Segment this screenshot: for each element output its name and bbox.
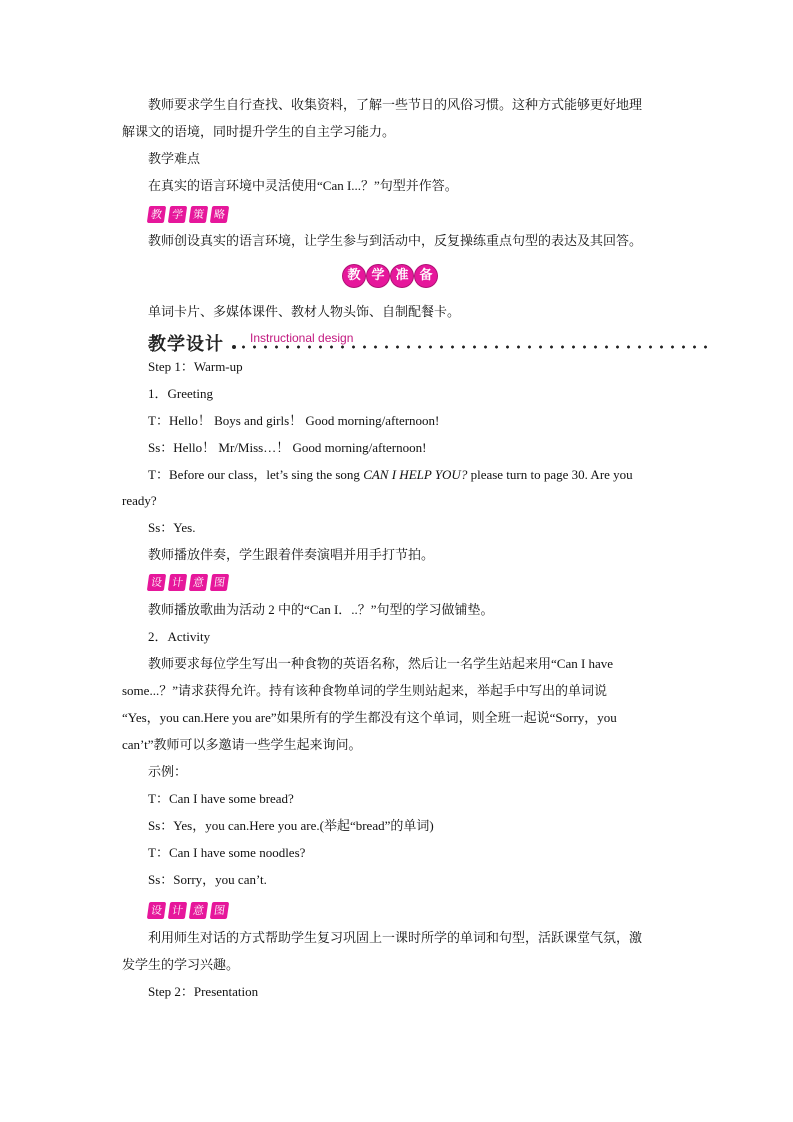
example-heading: 示例：	[148, 764, 188, 779]
dotted-divider	[238, 345, 710, 349]
dialogue-text: please turn to page 30. Are you	[467, 467, 633, 482]
step-heading: Step 2：Presentation	[148, 984, 259, 999]
tag-char: 学	[168, 206, 187, 223]
strategy-text: 教师创设真实的语言环境，让学生参与到活动中，反复操练重点句型的表达及其回答。	[148, 233, 643, 248]
subsection-heading: 2．Activity	[148, 629, 211, 644]
design-intent-tag	[148, 574, 232, 591]
paragraph-line: some...？”请求获得允许。持有该种食物单词的学生则站起来，举起手中写出的单词说	[122, 683, 607, 698]
tag-char: 设	[147, 902, 166, 919]
tag-char: 计	[168, 574, 187, 591]
paragraph-line: 教师播放伴奏，学生跟着伴奏演唱并用手打节拍。	[148, 547, 435, 562]
dialogue-line: Ss：Yes.	[148, 520, 196, 535]
dialogue-line: T：Hello！ Boys and girls！ Good morning/afternoon!	[148, 413, 440, 428]
dialogue-text: T：Before our class，let’s sing the song	[148, 467, 364, 482]
design-section-subtitle: Instructional design	[250, 331, 354, 345]
tag-char: 策	[189, 206, 208, 223]
paragraph-line: can’t”教师可以多邀请一些学生起来询问。	[122, 737, 362, 752]
tag-char: 意	[189, 574, 208, 591]
dialogue-line: T：Can I have some bread?	[148, 791, 294, 806]
paragraph-line: 教师要求每位学生写出一种食物的英语名称，然后让一名学生站起来用“Can I have	[148, 656, 614, 671]
tag-char: 图	[210, 902, 229, 919]
preparation-text: 单词卡片、多媒体课件、教材人物头饰、自制配餐卡。	[148, 304, 461, 319]
tag-char: 略	[210, 206, 229, 223]
tag-char: 设	[147, 574, 166, 591]
dialogue-line: Ss：Yes，you can.Here you are.(举起“bread”的单词)	[148, 818, 434, 833]
design-intent-tag	[148, 902, 232, 919]
design-section-title: 教学设计	[148, 334, 224, 355]
dialogue-line: Ss：Sorry，you can’t.	[148, 872, 267, 887]
tag-char: 图	[210, 574, 229, 591]
tag-char: 意	[189, 902, 208, 919]
difficulty-text: 在真实的语言环境中灵活使用“Can I...？”句型并作答。	[148, 178, 458, 193]
paragraph-line: 教师要求学生自行查找、收集资料，了解一些节日的风俗习惯。这种方式能够更好地理	[148, 97, 643, 112]
tag-char: 教	[147, 206, 166, 223]
paragraph-line: “Yes，you can.Here you are”如果所有的学生都没有这个单词，则全班一起说“Sorry，you	[122, 710, 617, 725]
tag-char: 准	[391, 265, 413, 287]
strategy-tag	[148, 206, 232, 223]
dotted-divider-lead	[232, 345, 236, 349]
paragraph-line: 利用师生对话的方式帮助学生复习巩固上一课时所学的单词和句型，活跃课堂气氛，激	[148, 930, 643, 945]
step-heading: Step 1：Warm-up	[148, 359, 243, 374]
tag-char: 备	[415, 265, 437, 287]
paragraph-line: 教师播放歌曲为活动 2 中的“Can I．..？”句型的学习做铺垫。	[148, 602, 494, 617]
preparation-tag	[343, 265, 439, 287]
tag-char: 学	[367, 265, 389, 287]
paragraph-line: 解课文的语境，同时提升学生的自主学习能力。	[122, 124, 396, 139]
tag-char: 计	[168, 902, 187, 919]
dialogue-line: ready?	[122, 493, 157, 508]
subsection-heading: 1．Greeting	[148, 386, 213, 401]
dialogue-line: Ss：Hello！ Mr/Miss…！ Good morning/afternoon!	[148, 440, 427, 455]
dialogue-line: T：Can I have some noodles?	[148, 845, 306, 860]
paragraph-line: 发学生的学习兴趣。	[122, 957, 240, 972]
dialogue-line	[148, 466, 708, 484]
song-title: CAN I HELP YOU?	[363, 467, 468, 482]
tag-char: 教	[343, 265, 365, 287]
difficulty-heading: 教学难点	[148, 151, 201, 166]
